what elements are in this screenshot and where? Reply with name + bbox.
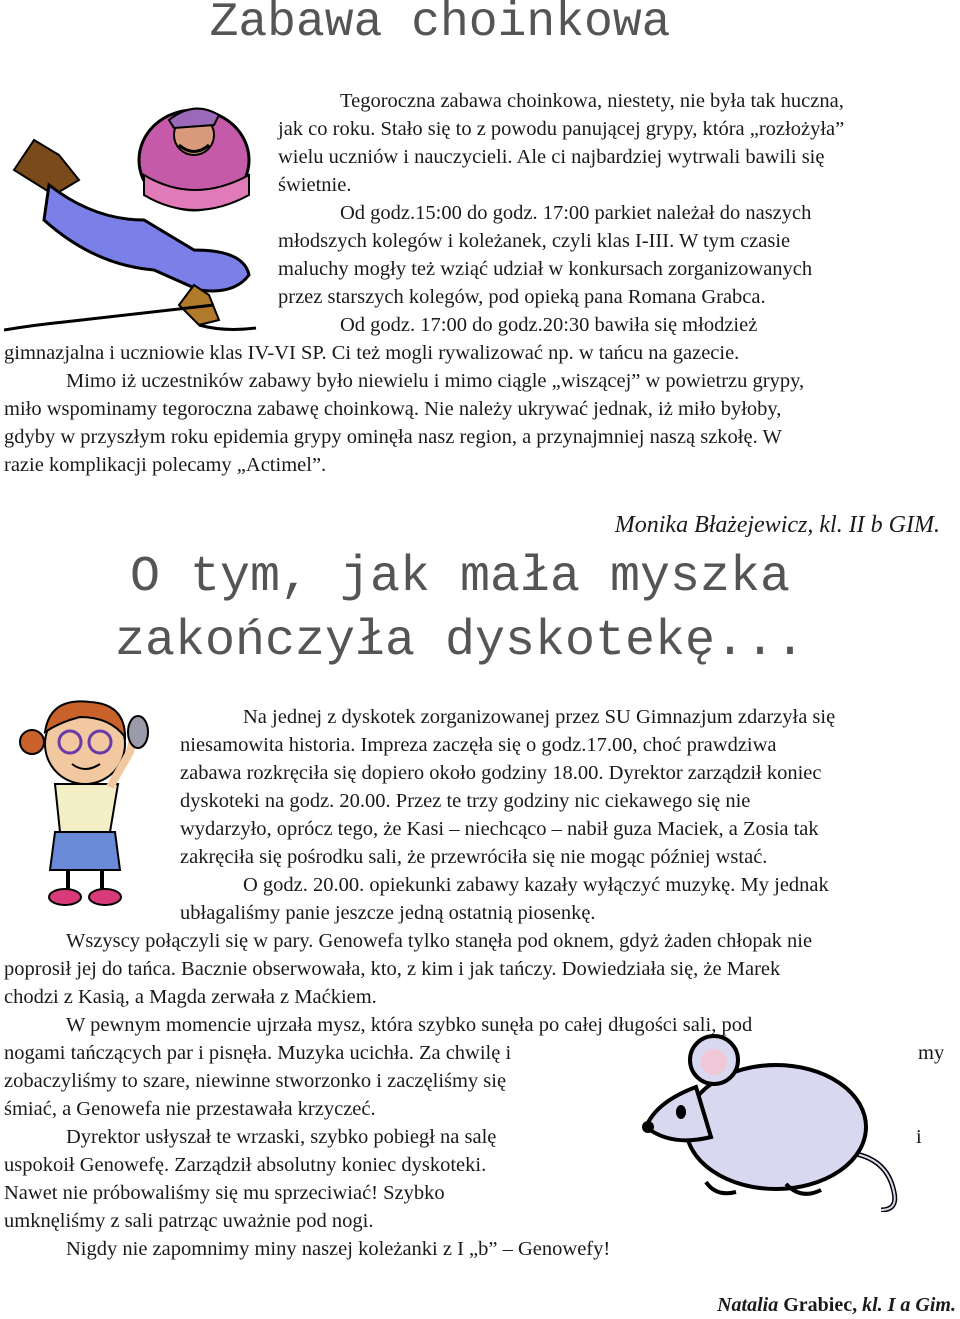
article1-line: maluchy mogły też wziąć udział w konkursach zorganizowanych [278,258,813,280]
article1-line: jak co roku. Stało się to z powodu panującej grypy, która „rozłożyła” [278,118,845,140]
article2-title [0,546,940,674]
article1-line: gdyby w przyszłym roku epidemia grypy ominęła nasz region, a przynajmniej naszą szkołę. W [4,426,782,448]
article2-line: O godz. 20.00. opiekunki zabawy kazały wyłączyć muzykę. My jednak [243,874,829,896]
article2-line: i [916,1126,922,1148]
article1-line: Od godz. 17:00 do godz.20:30 bawiła się młodzież [340,314,758,336]
article1-author: Monika Błażejewicz, kl. II b GIM. [614,512,940,538]
article1-line: Tegoroczna zabawa choinkowa, niestety, nie była tak huczna, [340,90,844,112]
article2-line: my [918,1042,945,1064]
article2-line: zabawa rozkręciła się dopiero około godziny 18.00. Dyrektor zarządził koniec [180,762,822,784]
article2-author-rest: Grabiec, [778,1294,863,1316]
article1-line: Mimo iż uczestników zabawy było niewielu i mimo ciągle „wiszącej” w powietrzu grypy, [66,370,805,392]
article2-line: umknęliśmy z sali patrząc uważnie pod nogi. [4,1210,374,1232]
mouse-clipart [636,1032,908,1212]
article1-line: Od godz.15:00 do godz. 17:00 parkiet należał do naszych [340,202,812,224]
article2-title-line1: O tym, jak mała myszka [129,549,791,606]
article1-line: wielu uczniów i nauczycieli. Ale ci najbardziej wytrwali bawili się [278,146,825,168]
article1-line: przez starszych kolegów, pod opieką pana Romana Grabca. [278,286,766,308]
article1-line: świetnie. [278,174,352,196]
article2-line: nogami tańczących par i pisnęła. Muzyka ucichła. Za chwilę i [4,1042,512,1064]
article2-line: Nawet nie próbowaliśmy się mu sprzeciwiać! Szybko [4,1182,445,1204]
article1-title: Zabawa choinkowa [209,0,671,50]
article2-line: Na jednej z dyskotek zorganizowanej przez SU Gimnazjum zdarzyła się [243,706,836,728]
article2-line: ubłagaliśmy panie jeszcze jedną ostatnią piosenkę. [180,902,596,924]
dancer-clipart [4,100,266,332]
article2-line: Wszyscy połączyli się w pary. Genowefa tylko stanęła pod oknem, gdyż żaden chłopak nie [66,930,813,952]
article1-line: młodszych kolegów i koleżanek, czyli klas I-III. W tym czasie [278,230,791,252]
article2-line: zobaczyliśmy to szare, niewinne stworzonko i zaczęliśmy się [4,1070,507,1092]
article2-line: chodzi z Kasią, a Magda zerwała z Maćkiem. [4,986,377,1008]
article2-line: W pewnym momencie ujrzała mysz, która szybko sunęła po całej długości sali, pod [66,1014,753,1036]
article2-author-first: Natalia [717,1294,779,1316]
article2-line: Nigdy nie zapomnimy miny naszej koleżanki z I „b” – Genowefy! [66,1238,611,1260]
article2-line: dyskoteki na godz. 20.00. Przez te trzy godziny nic ciekawego się nie [180,790,751,812]
article2-author [717,1294,956,1317]
article2-line: uspokoił Genowefę. Zarządził absolutny koniec dyskoteki. [4,1154,487,1176]
article2-line: poprosił jej do tańca. Bacznie obserwowała, kto, z kim i jak tańczy. Dowiedziała się, że Marek [4,958,781,980]
article2-line: Dyrektor usłyszał te wrzaski, szybko pobiegł na salę [66,1126,497,1148]
article2-title-line2: zakończyła dyskotekę... [114,613,806,670]
article1-line: razie komplikacji polecamy „Actimel”. [4,454,327,476]
article2-line: zakręciła się pośrodku sali, że przewróciła się nie mogąc później wstać. [180,846,768,868]
girl-with-mouse-clipart [10,692,170,914]
article2-line: niesamowita historia. Impreza zaczęła się o godz.17.00, choć prawdziwa [180,734,777,756]
article1-line: gimnazjalna i uczniowie klas IV-VI SP. Ci też mogli rywalizować np. w tańcu na gazecie. [4,342,740,364]
article2-line: śmiać, a Genowefa nie przestawała krzyczeć. [4,1098,376,1120]
article2-line: wydarzyło, oprócz tego, że Kasi – niechcąco – nabił guza Maciek, a Zosia tak [180,818,819,840]
article1-line: miło wspominamy tegoroczna zabawę choinkową. Nie należy ukrywać jednak, iż miło byłoby, [4,398,782,420]
article2-author-class: kl. I a Gim. [862,1294,956,1316]
